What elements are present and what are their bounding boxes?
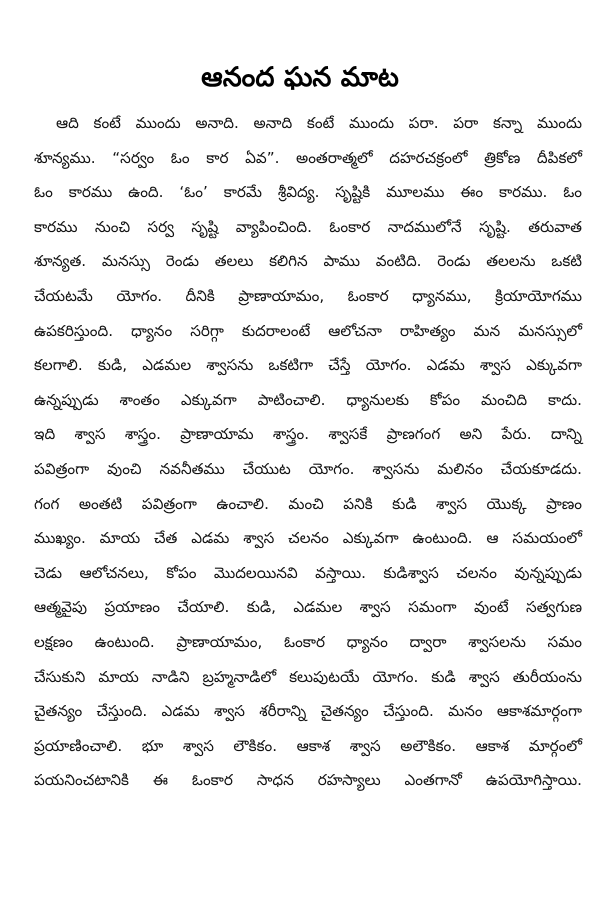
text-line: పయనించటానికి ఈ ఓంకార సాధన రహస్యాలు ఎంతగానో ఉపయోగిస్తాయి. <box>34 771 582 790</box>
text-line: ఓం కారము ఉంది. ‘ఓం’ కారమే శ్రీవిద్య. సృష్టికి మూలము ఈం కారము. ఓం <box>34 183 582 202</box>
text-line: చేయటమే యోగం. దీనికి ప్రాణాయామం, ఓంకార ధ్యానము, క్రియాయోగము <box>34 286 582 305</box>
text-line: ఉన్నప్పుడు శాంతం ఎక్కువగా పాటించాలి. ధ్యానులకు కోపం మంచిది కాదు. <box>34 390 582 409</box>
text-line: ఇది శ్వాస శాస్త్రం. ప్రాణాయామ శాస్త్రం. శ్వాసకే ప్రాణగంగ అని పేరు. దాన్ని <box>34 425 582 444</box>
text-line: ఆది కంటే ముందు అనాది. అనాది కంటే ముందు పరా. పరా కన్నా ముందు <box>56 114 582 132</box>
text-line: ఆత్మవైపు ప్రయాణం చేయాలి. కుడి, ఎడమల శ్వాస సమంగా వుంటే సత్వగుణ <box>34 598 582 617</box>
text-line: ఉపకరిస్తుంది. ధ్యానం సరిగ్గా కుదరాలంటే ఆలోచనా రాహిత్యం మన మనస్సులో <box>34 321 582 340</box>
text-line: చెడు ఆలోచనలు, కోపం మొదలయినవి వస్తాయి. కుడిశ్వాస చలనం వున్నప్పుడు <box>34 563 582 582</box>
text-line: శూన్యము. “సర్వం ఓం కార ఏవ”. అంతరాత్మలో దహరచక్రంలో త్రికోణ దీపికలో <box>34 148 582 167</box>
text-line: కలగాలి. కుడి, ఎడమల శ్వాసను ఒకటిగా చేస్తే యోగం. ఎడమ శ్వాస ఎక్కువగా <box>34 356 582 375</box>
text-line: శూన్యత. మనస్సు రెండు తలలు కలిగిన పాము వంటిది. రెండు తలలను ఒకటి <box>34 252 582 271</box>
text-line: చైతన్యం చేస్తుంది. ఎడమ శ్వాస శరీరాన్ని చైతన్యం చేస్తుంది. మనం ఆకాశమార్గంగా <box>34 702 582 721</box>
text-line: కారము నుంచి సర్వ సృష్టి వ్యాపించింది. ఓంకార నాదములోనే సృష్టి. తరువాత <box>34 217 582 236</box>
text-line: ప్రయాణించాలి. భూ శ్వాస లౌకికం. ఆకాశ శ్వాస అలౌకికం. ఆకాశ మార్గంలో <box>34 736 582 755</box>
text-line: గంగ అంతటి పవిత్రంగా ఉంచాలి. మంచి పనికి కుడి శ్వాస యొక్క ప్రాణం <box>34 494 582 513</box>
page-title: ఆనంద ఘన మాట <box>201 62 399 93</box>
text-line: ముఖ్యం. మాయ చేత ఎడమ శ్వాస చలనం ఎక్కువగా ఉంటుంది. ఆ సమయంలో <box>34 529 582 548</box>
text-line: చేసుకుని మాయ నాడిని బ్రహ్మనాడిలో కలుపుటయే యోగం. కుడి శ్వాస తురీయంను <box>34 667 582 686</box>
body-paragraph <box>34 106 582 798</box>
text-line: లక్షణం ఉంటుంది. ప్రాణాయామం, ఓంకార ధ్యానం ద్వారా శ్వాసలను సమం <box>34 632 582 651</box>
text-line: పవిత్రంగా వుంచి నవనీతము చేయుట యోగం. శ్వాసను మలినం చేయకూడదు. <box>34 459 582 478</box>
